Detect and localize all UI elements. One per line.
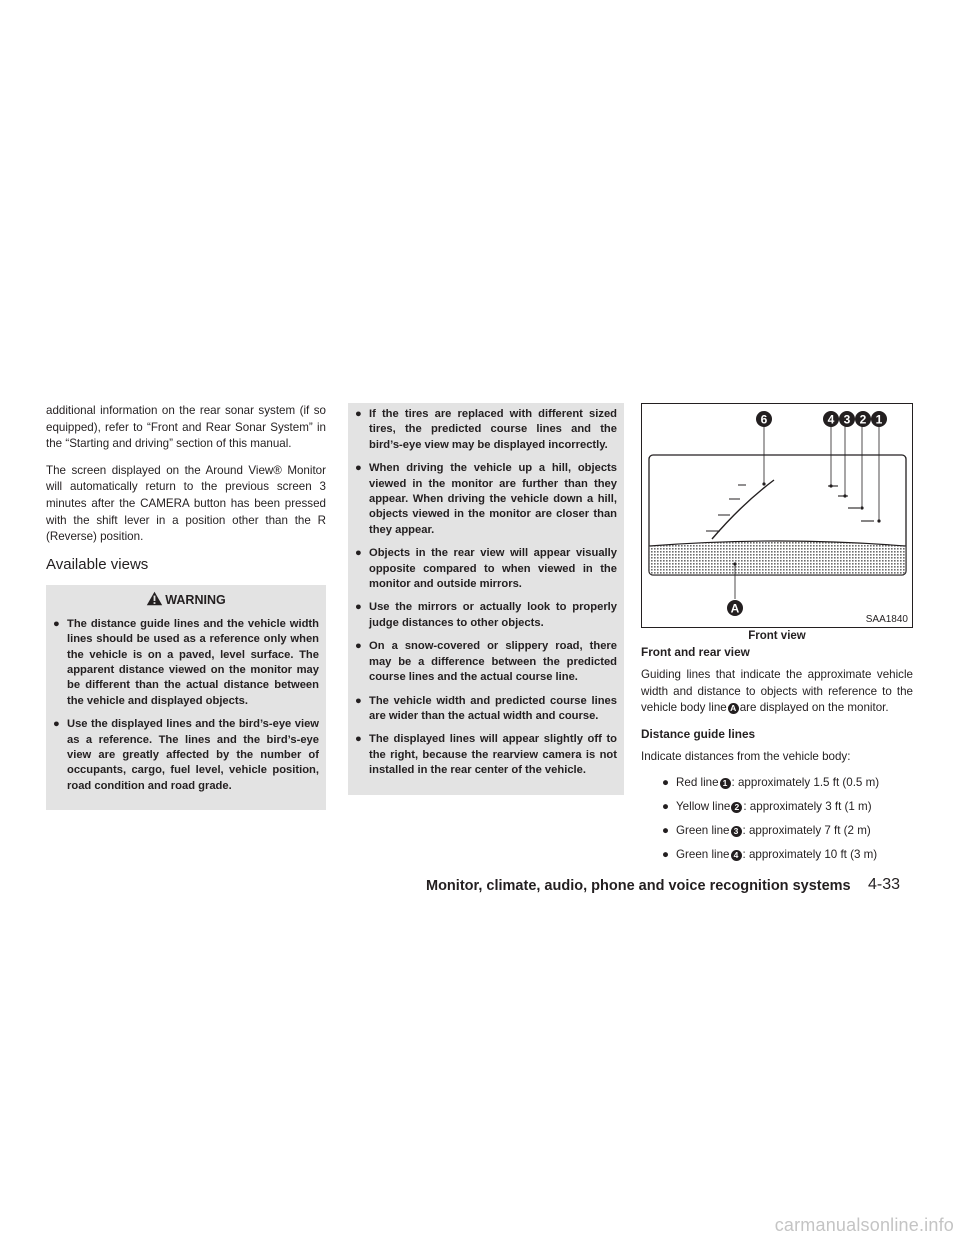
- section-title: Available views: [46, 555, 149, 573]
- warning-item-text: Use the mirrors or actually look to properly judge distances to other objects.: [369, 601, 617, 629]
- intro-text: Guiding lines that indicate the approximate vehicle width and distance to objects with reference to the vehicle body line: [641, 668, 913, 715]
- bullet: ●: [355, 733, 362, 746]
- marker-a: A: [728, 703, 739, 714]
- page-number: 4-33: [868, 876, 901, 893]
- line-label: Yellow line: [676, 800, 731, 814]
- line-label: Red line: [676, 776, 719, 790]
- warning-item: [53, 717, 319, 794]
- warning-item: [355, 546, 617, 592]
- warning-triangle-icon: [146, 591, 163, 606]
- vehicle-body-area: [650, 541, 906, 574]
- warning-item-text: The displayed lines will appear slightly off to the right, because the rearview camera is not installed in the rear center of the vehicle.: [369, 733, 617, 777]
- warning-heading: [53, 591, 319, 607]
- warning-item-text: On a snow-covered or slippery road, there may be a difference between the predicted course lines and the actual course line.: [369, 640, 617, 684]
- callout-a: [727, 600, 743, 616]
- warning-item: [355, 461, 617, 538]
- svg-text:1: 1: [875, 412, 883, 427]
- line-distance: : approximately 3 ft (1 m): [743, 800, 872, 814]
- line-distance: : approximately 10 ft (3 m): [742, 848, 878, 862]
- right-column: [641, 403, 913, 871]
- warning-item: [355, 600, 617, 631]
- bullet: ●: [355, 462, 362, 475]
- callout-1: [871, 411, 887, 427]
- list-item: [662, 775, 913, 791]
- distance-guide-lines-heading: Distance guide lines: [641, 726, 756, 741]
- front-view-diagram: [641, 403, 913, 628]
- bullet: ●: [355, 640, 362, 653]
- warning-item: [355, 639, 617, 685]
- warning-item-text: If the tires are replaced with different sized tires, the predicted course lines and the bird’s-eye view may be displayed incorrectly.: [369, 408, 617, 451]
- sonar-reference-paragraph: additional information on the rear sonar system (if so equipped), refer to “Front and Rear Sonar System” in the “Starting and driving” section of this manual.: [46, 404, 326, 451]
- bullet: ●: [355, 408, 362, 420]
- screen-return-paragraph: The screen displayed on the Around View® Monitor will automatically return to the previous screen 3 minutes after the CAMERA button has been pressed with the shift lever in a position other than the R (Reverse) position.: [46, 463, 326, 544]
- warning-item-text: The vehicle width and predicted course lines are wider than the actual width and course.: [369, 694, 617, 722]
- bullet: ●: [355, 547, 362, 560]
- bullet: ●: [662, 776, 670, 790]
- warning-item-text: When driving the vehicle up a hill, objects viewed in the monitor are further than they appear. When driving the vehicle down a hill, objects viewed in the monitor are closer than they appear.: [369, 462, 617, 536]
- figure-code: SAA1840: [865, 614, 908, 625]
- svg-text:A: A: [730, 601, 740, 616]
- warning-title: WARNING: [165, 592, 226, 607]
- warning-item-text: The distance guide lines and the vehicle width lines should be used as a reference only when the vehicle is on a paved, level surface. The apparent distance viewed on the monitor may be different than the actual distance between the vehicle and displayed objects.: [67, 617, 319, 707]
- callout-3: [839, 411, 855, 427]
- warning-item: [53, 617, 319, 709]
- marker-1: 1: [720, 778, 731, 789]
- warning-item: [355, 694, 617, 725]
- svg-text:6: 6: [760, 412, 768, 427]
- warning-item: [355, 732, 617, 778]
- bullet: ●: [355, 694, 362, 707]
- bullet: ●: [662, 848, 670, 862]
- left-column: [46, 403, 326, 810]
- bullet: ●: [662, 824, 670, 838]
- warning-item-text: Use the displayed lines and the bird’s-eye view as a reference. The lines and the bird’s-eye view are greatly affected by the number of occupants, cargo, fuel level, vehicle position, road condition and road grade.: [67, 718, 319, 792]
- warning-item-text: Objects in the rear view will appear visually opposite compared to when viewed in the monitor and outside mirrors.: [369, 547, 617, 591]
- list-item: [662, 823, 913, 839]
- list-item: [662, 799, 913, 815]
- bullet: ●: [662, 800, 670, 814]
- warning-item: [355, 407, 617, 453]
- marker-4: 4: [731, 850, 742, 861]
- marker-2: 2: [731, 802, 742, 813]
- marker-3: 3: [731, 826, 742, 837]
- svg-text:3: 3: [843, 412, 851, 427]
- footer-section-title: Monitor, climate, audio, phone and voice recognition systems: [426, 878, 851, 894]
- monitor-diagram: [642, 404, 912, 627]
- svg-text:2: 2: [859, 412, 867, 427]
- svg-text:4: 4: [827, 412, 835, 427]
- distance-list: [641, 775, 913, 863]
- line-label: Green line: [676, 824, 730, 838]
- guiding-lines-paragraph: [641, 667, 913, 717]
- line-distance: : approximately 1.5 ft (0.5 m): [731, 776, 880, 790]
- bullet: ●: [355, 601, 362, 614]
- intro-text-end: are displayed on the monitor.: [739, 701, 889, 715]
- list-item: [662, 847, 913, 863]
- front-rear-view-heading: Front and rear view: [641, 645, 750, 659]
- watermark: carmanualsonline.info: [774, 1215, 954, 1235]
- bullet: ●: [53, 617, 60, 630]
- callout-4: [823, 411, 839, 427]
- warning-box: [46, 585, 326, 810]
- callout-6: [756, 411, 772, 427]
- callout-2: [855, 411, 871, 427]
- distance-intro: Indicate distances from the vehicle body:: [641, 749, 851, 763]
- warning-box-continued: [348, 403, 624, 795]
- line-label: Green line: [676, 848, 730, 862]
- figure-caption: Front view: [748, 630, 806, 642]
- bullet: ●: [53, 718, 60, 731]
- middle-column: [348, 403, 624, 795]
- line-distance: : approximately 7 ft (2 m): [742, 824, 871, 838]
